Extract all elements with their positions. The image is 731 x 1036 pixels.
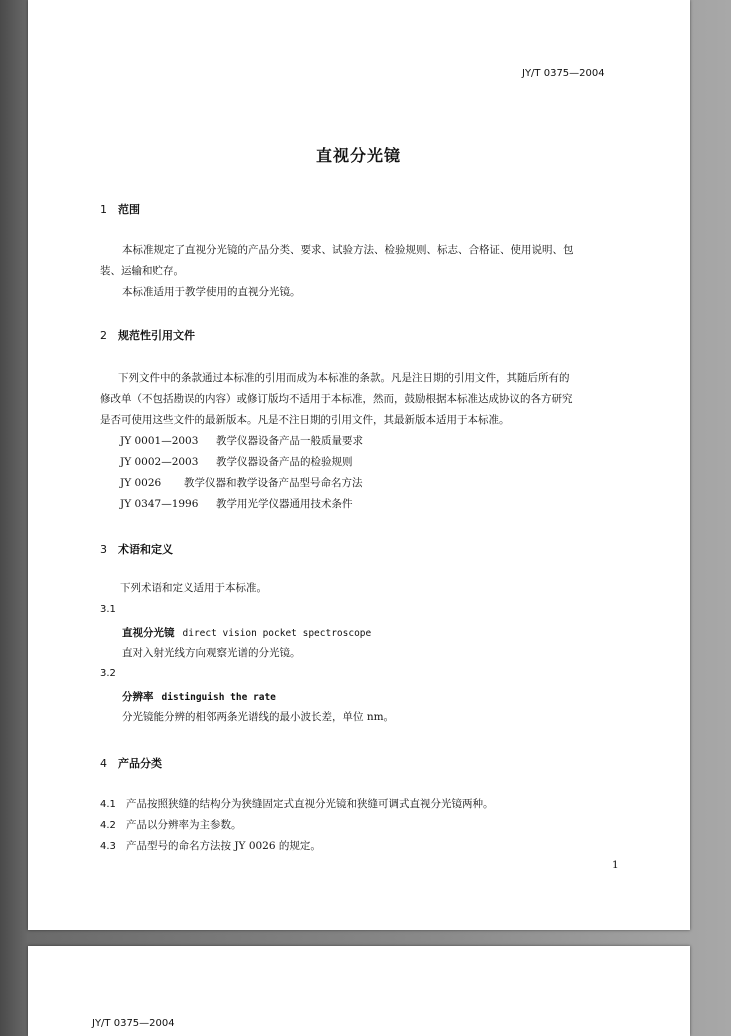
term-english: direct vision pocket spectroscope [182, 628, 372, 639]
paragraph-line: 下列术语和定义适用于本标准。 [120, 582, 267, 594]
reference-title: 教学仪器设备产品一般质量要求 [216, 435, 363, 447]
page-number: 1 [612, 859, 619, 871]
paragraph-line: 修改单（不包括勘误的内容）或修订版均不适用于本标准，然而，鼓励根据本标准达成协议的各方研究 [100, 393, 573, 405]
section-number: 2 [100, 329, 107, 342]
section-title: 产品分类 [118, 757, 162, 770]
reference-code: JY 0002—2003 [120, 456, 199, 468]
term-heading [122, 689, 276, 704]
paragraph-line: 装、运输和贮存。 [100, 265, 184, 277]
term-chinese: 直视分光镜 [122, 627, 175, 639]
clause-number: 4.1 [100, 799, 116, 810]
section-2-heading [100, 327, 195, 343]
clause-item [100, 836, 321, 857]
reference-item [120, 431, 363, 452]
section-title: 范围 [118, 203, 140, 216]
term-definition: 直对入射光线方向观察光谱的分光镜。 [122, 647, 301, 659]
paragraph-line: 本标准规定了直视分光镜的产品分类、要求、试验方法、检验规则、标志、合格证、使用说明、包 [122, 244, 574, 256]
term-number: 3.1 [100, 604, 116, 615]
reference-item [120, 452, 353, 473]
reference-code: JY 0026 [120, 477, 162, 489]
clause-text: 产品按照狭缝的结构分为狭缝固定式直视分光镜和狭缝可调式直视分光镜两种。 [126, 798, 494, 810]
reference-title: 教学用光学仪器通用技术条件 [216, 498, 353, 510]
clause-item [100, 794, 494, 815]
section-3-heading [100, 541, 173, 557]
term-english: distinguish the rate [161, 692, 276, 703]
section-1-heading [100, 201, 140, 217]
term-number: 3.2 [100, 668, 116, 679]
clause-number: 4.2 [100, 820, 116, 831]
paragraph-line: 下列文件中的条款通过本标准的引用而成为本标准的条款。凡是注日期的引用文件，其随后所有的 [118, 372, 570, 384]
page-header: JY/T 0375—2004 [522, 68, 605, 79]
reference-title: 教学仪器和教学设备产品型号命名方法 [184, 477, 363, 489]
document-page-1 [28, 0, 690, 930]
reference-title: 教学仪器设备产品的检验规则 [216, 456, 353, 468]
section-number: 4 [100, 757, 107, 770]
clause-number: 4.3 [100, 841, 116, 852]
reference-code: JY 0347—1996 [120, 498, 199, 510]
clause-text: 产品以分辨率为主参数。 [126, 819, 242, 831]
term-heading [122, 625, 371, 640]
section-number: 3 [100, 543, 107, 556]
page-header: JY/T 0375—2004 [92, 1018, 175, 1029]
document-title: 直视分光镜 [316, 146, 402, 165]
paragraph-line: 是否可使用这些文件的最新版本。凡是不注日期的引用文件，其最新版本适用于本标准。 [100, 414, 510, 426]
document-page-2 [28, 946, 690, 1036]
clause-text: 产品型号的命名方法按 JY 0026 的规定。 [126, 840, 321, 852]
reference-item [120, 473, 363, 494]
section-title: 术语和定义 [118, 543, 173, 556]
term-chinese: 分辨率 [122, 691, 154, 703]
term-definition: 分光镜能分辨的相邻两条光谱线的最小波长差，单位 nm。 [122, 711, 395, 723]
reference-item [120, 494, 353, 515]
section-title: 规范性引用文件 [118, 329, 195, 342]
clause-item [100, 815, 242, 836]
reference-code: JY 0001—2003 [120, 435, 199, 447]
section-number: 1 [100, 203, 107, 216]
section-4-heading [100, 755, 162, 771]
paragraph-line: 本标准适用于教学使用的直视分光镜。 [122, 286, 301, 298]
